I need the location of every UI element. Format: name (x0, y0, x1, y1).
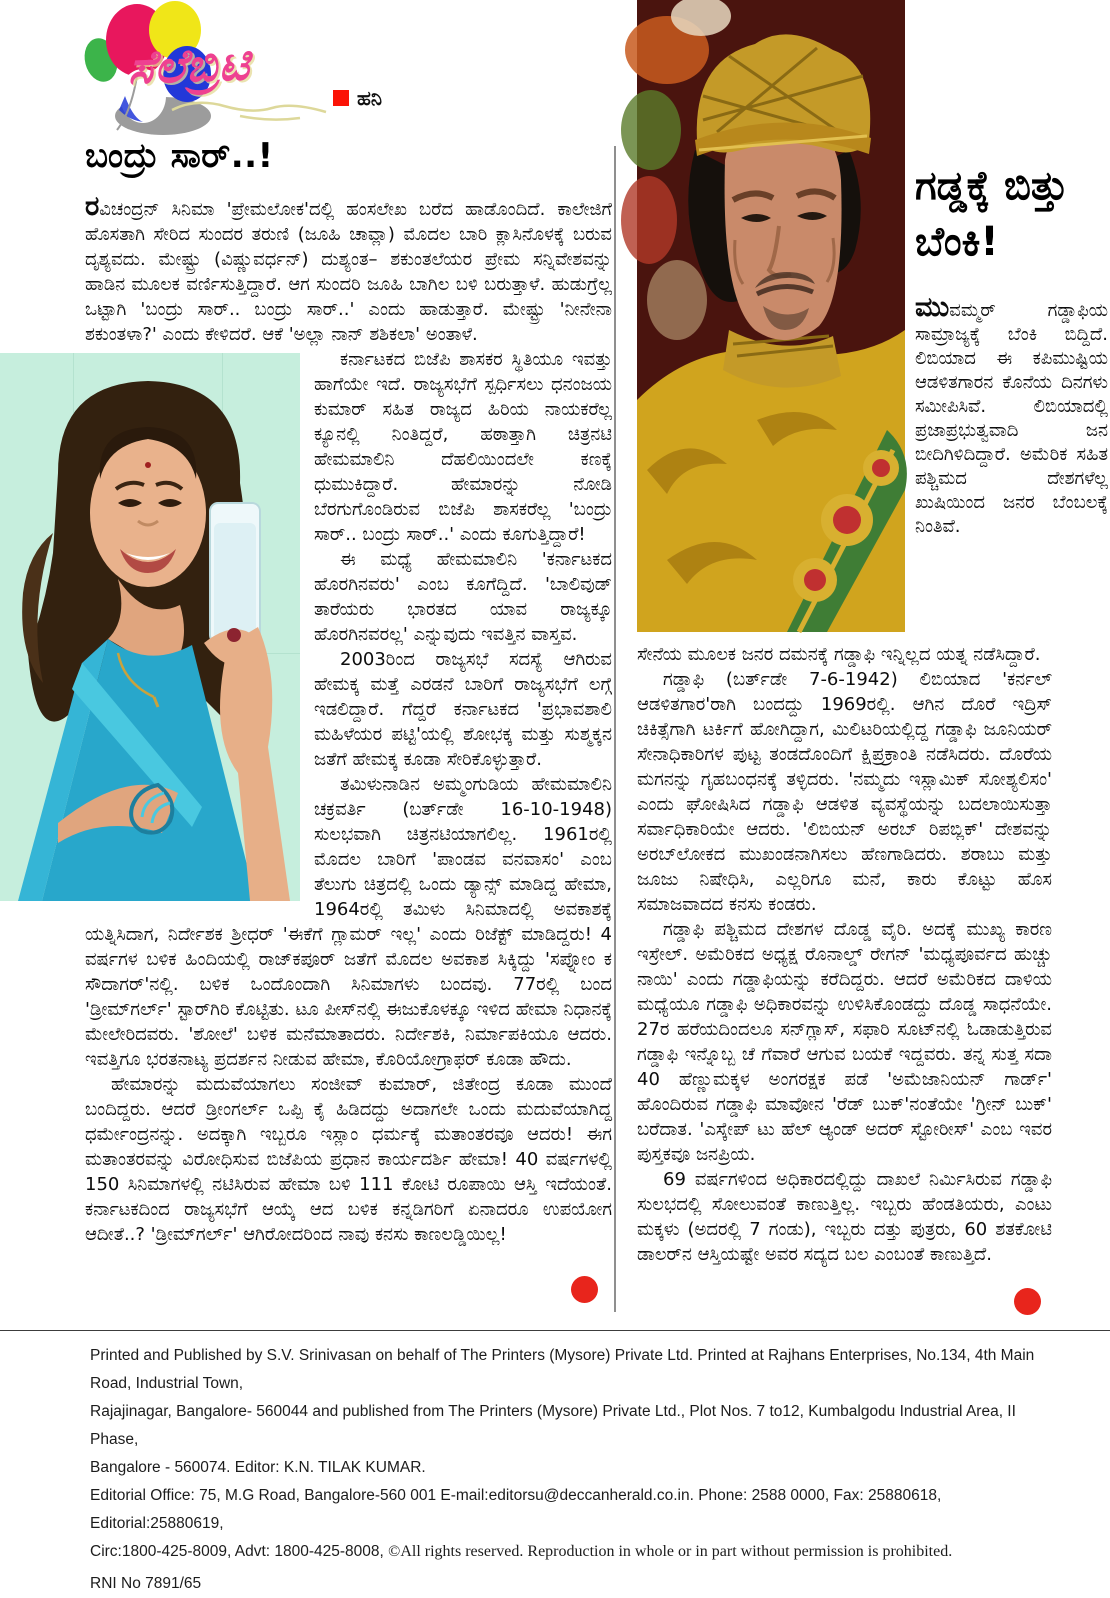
left-article-paragraph: ತಮಿಳುನಾಡಿನ ಅಮ್ಮಂಗುಡಿಯ ಹೇಮಮಾಲಿನಿ ಚಕ್ರವರ್ತಿ (ಬರ್ತ್‌ಡೇ 16-10-1948) ಸುಲಭವಾಗಿ ಚಿತ್ರನಟಿಯಾಗಲಿಲ್ಲ. 1961ರಲ್ಲಿ ಮೊದಲ ಬಾರಿಗೆ 'ಪಾಂಡವ ವನವಾಸಂ' ಎಂಬ ತೆಲುಗು ಚಿತ್ರದಲ್ಲಿ ಒಂದು ಡ್ಯಾನ್ಸ್ ಮಾಡಿದ್ದ ಹೇಮಾ, 1964ರಲ್ಲಿ ತಮಿಳು ಸಿನಿಮಾದಲ್ಲಿ ಅವಕಾಶಕ್ಕೆ ಯತ್ನಿಸಿದಾಗ, ನಿರ್ದೇಶಕ ಶ್ರೀಧರ್ 'ಈಕೆಗೆ ಗ್ಲಾಮರ್ ಇಲ್ಲ' ಎಂದು ರಿಜೆಕ್ಟ್ ಮಾಡಿದ್ದರು! 4 ವರ್ಷಗಳ ಬಳಿಕ ಹಿಂದಿಯಲ್ಲಿ ರಾಜ್‌ಕಪೂರ್ ಜತೆಗೆ ಮೊದಲ ಅವಕಾಶ ಸಿಕ್ಕಿದ್ದು 'ಸಪ್ನೋಂ ಕ ಸೌದಾಗರ್'ನಲ್ಲಿ. ಬಳಿಕ ಒಂದೊಂದಾಗಿ ಸಿನಿಮಾಗಳು ಬಂದವು. 77ರಲ್ಲಿ ಬಂದ 'ಡ್ರೀಮ್‌ಗರ್ಲ್' ಸ್ಟಾರ್‌ಗಿರಿ ಕೊಟ್ಟಿತು. ಟೂ ಪೀಸ್‌ನಲ್ಲಿ ಈಜುಕೊಳಕ್ಕೂ ಇಳಿದ ಹೇಮಾ ನಿಧಾನಕ್ಕೆ ಮೇಲೇರಿದವರು. 'ಶೋಲೆ' ಬಳಿಕ ಮನೆಮಾತಾದರು. ನಿರ್ದೇಶಕಿ, ನಿರ್ಮಾಪಕಿಯೂ ಆದರು. ಇವತ್ತಿಗೂ ಭರತನಾಟ್ಯ ಪ್ರದರ್ಶನ ನೀಡುವ ಹೇಮಾ, ಕೊರಿಯೋಗ್ರಾಫರ್ ಕೂಡಾ ಹೌದು. (85, 774, 612, 1070)
gaddafi-photo (637, 0, 905, 632)
column-divider (614, 146, 616, 1312)
right-article-intro-column (915, 158, 1108, 539)
right-article-paragraph: ಗಡ್ಡಾಫಿ (ಬರ್ತ್‌ಡೇ 7-6-1942) ಲಿಬಿಯಾದ 'ಕರ್ನಲ್ ಆಡಳಿತಗಾರ'ರಾಗಿ ಬಂದದ್ದು 1969ರಲ್ಲಿ. ಆಗಿನ ದೊರೆ ಇದ್ರಿಸ್ ಚಿಕಿತ್ಸೆಗಾಗಿ ಟರ್ಕಿಗೆ ಹೋಗಿದ್ದಾಗ, ಮಿಲಿಟರಿಯಲ್ಲಿದ್ದ ಗಡ್ಡಾಫಿ ಜೂನಿಯರ್ ಸೇನಾಧಿಕಾರಿಗಳ ಪುಟ್ಟ ತಂಡದೊಂದಿಗೆ ಕ್ಷಿಪ್ರಕ್ರಾಂತಿ ನಡೆಸಿದರು. ದೊರೆಯ ಮಗನನ್ನು ಗೃಹಬಂಧನಕ್ಕೆ ತಳ್ಳಿದರು. 'ನಮ್ಮದು ಇಸ್ಲಾಮಿಕ್ ಸೋಶ್ಯಲಿಸಂ' ಎಂದು ಘೋಷಿಸಿದ ಗಡ್ಡಾಫಿ ಆಡಳಿತ ವ್ಯವಸ್ಥೆಯನ್ನು ಬದಲಾಯಿಸುತ್ತಾ ಸರ್ವಾಧಿಕಾರಿಯೇ ಆದರು. 'ಲಿಬಿಯನ್ ಅರಬ್ ರಿಪಬ್ಲಿಕ್' ದೇಶವನ್ನು ಅರಬ್‌ಲೋಕದ ಮುಖಂಡನಾಗಿಸಲು ಹೆಣಗಾಡಿದರು. ಶರಾಬು ಮತ್ತು ಜೂಜು ನಿಷೇಧಿಸಿ, ಎಲ್ಲರಿಗೂ ಮನೆ, ಕಾರು ಕೊಟ್ಟು ಹೊಸ ಸಮಾಜವಾದದ ಕನಸು ಕಂಡರು. (637, 669, 1052, 915)
imprint-line: Editorial Office: 75, M.G Road, Bangalore-560 001 E-mail:editorsu@deccanherald.co.in. Phone: 2588 0000, Fax: 25880618, Editorial:25880619, (90, 1487, 942, 1532)
left-article-headline: ಬಂದ್ರು ಸಾರ್..! (85, 136, 274, 176)
story-end-dot-left (571, 1276, 598, 1303)
footer-rule (0, 1330, 1110, 1331)
left-article-paragraph: ಈ ಮಧ್ಯೆ ಹೇಮಮಾಲಿನಿ 'ಕರ್ನಾಟಕದ ಹೊರಗಿನವರು' ಎಂಬ ಕೂಗೆದ್ದಿದೆ. 'ಬಾಲಿವುಡ್ ತಾರೆಯರು ಭಾರತದ ಯಾವ ರಾಜ್ಯಕ್ಕೂ ಹೊರಗಿನವರಲ್ಲ' ಎನ್ನುವುದು ಇವತ್ತಿನ ವಾಸ್ತವ. (314, 549, 612, 645)
celebrity-logo-text: ಸೆಲೆಬ್ರಿಟಿ (127, 36, 250, 95)
right-article-paragraph: 69 ವರ್ಷಗಳಿಂದ ಅಧಿಕಾರದಲ್ಲಿದ್ದು ದಾಖಲೆ ನಿರ್ಮಿಸಿರುವ ಗಡ್ಡಾಫಿ ಸುಲಭದಲ್ಲಿ ಸೋಲುವಂತೆ ಕಾಣುತ್ತಿಲ್ಲ. ಇಬ್ಬರು ಹೆಂಡತಿಯರು, ಎಂಟು ಮಕ್ಕಳು (ಅದರಲ್ಲಿ 7 ಗಂಡು), ಇಬ್ಬರು ದತ್ತು ಪುತ್ರರು, 60 ಶತಕೋಟಿ ಡಾಲರ್‌ನ ಆಸ್ತಿಯಷ್ಟೇ ಅವರ ಸದ್ಯದ ಬಲ ಎಂಬಂತೆ ಕಾಣುತ್ತಿದೆ. (637, 1169, 1052, 1265)
rni-number: RNI No 7891/65 (90, 1575, 202, 1592)
imprint-line: Bangalore - 560074. Editor: K.N. TILAK KUMAR. (90, 1459, 426, 1476)
left-article-paragraph: 2003ರಿಂದ ರಾಜ್ಯಸಭೆ ಸದಸ್ಯೆ ಆಗಿರುವ ಹೇಮಕ್ಕ ಮತ್ತೆ ಎರಡನೆ ಬಾರಿಗೆ ರಾಜ್ಯಸಭೆಗೆ ಲಗ್ಗೆ ಇಡಲಿದ್ದಾರೆ. ಗೆದ್ದರೆ ಕರ್ನಾಟಕದ 'ಪ್ರಭಾವಶಾಲಿ ಮಹಿಳೆಯರ ಪಟ್ಟಿ'ಯಲ್ಲಿ ಶೋಭಕ್ಕ ಮತ್ತು ಸುಶ್ಮಕ್ಕನ ಜತೆಗೆ ಹೇಮಕ್ಕ ಕೂಡಾ ಸೇರಿಕೊಳ್ಳುತ್ತಾರೆ. (314, 649, 612, 770)
right-article-intro: ಮುವಮ್ಮರ್ ಗಡ್ಡಾಫಿಯ ಸಾಮ್ರಾಜ್ಯಕ್ಕೆ ಬೆಂಕಿ ಬಿದ್ದಿದೆ. ಲಿಬಿಯಾದ ಈ ಕಪಿಮುಷ್ಟಿಯ ಆಡಳಿತಗಾರನ ಕೊನೆಯ ದಿನಗಳು ಸಮೀಪಿಸಿವೆ. ಲಿಬಿಯಾದಲ್ಲಿ ಪ್ರಜಾಪ್ರಭುತ್ವವಾದಿ ಜನ ಬೀದಿಗಿಳಿದಿದ್ದಾರೆ. ಅಮೆರಿಕ ಸಹಿತ ಪಶ್ಚಿಮದ ದೇಶಗಳೆಲ್ಲ ಖುಷಿಯಿಂದ ಜನರ ಬೆಂಬಲಕ್ಕೆ ನಿಂತಿವೆ. (915, 292, 1108, 537)
imprint-line (90, 1538, 1055, 1566)
section-tag-label: ಹನಿ (357, 86, 382, 110)
imprint-line: Rajajinagar, Bangalore- 560044 and published from The Printers (Mysore) Private Ltd., Plot Nos. 7 to12, Kumbalgodu Industrial Area, II Phase, (90, 1403, 1016, 1448)
imprint-rights-notice: ©All rights reserved. Reproduction in whole or in part without permission is prohibited. (388, 1543, 953, 1560)
right-article-headline: ಗಡ್ಡಕ್ಕೆ ಬಿತ್ತು ಬೆಂಕಿ! (915, 163, 1069, 265)
left-article (85, 136, 612, 1314)
hema-malini-photo (0, 353, 300, 901)
right-article-paragraph: ಗಡ್ಡಾಫಿ ಪಶ್ಚಿಮದ ದೇಶಗಳ ದೊಡ್ಡ ವೈರಿ. ಅದಕ್ಕೆ ಮುಖ್ಯ ಕಾರಣ ಇಸ್ರೇಲ್. ಅಮೆರಿಕದ ಅಧ್ಯಕ್ಷ ರೊನಾಲ್ಡ್ ರೇಗನ್ 'ಮಧ್ಯಪೂರ್ವದ ಹುಚ್ಚು ನಾಯಿ' ಎಂದು ಗಡ್ಡಾಫಿಯನ್ನು ಕರೆದಿದ್ದರು. ಆದರೆ ಅಮೆರಿಕದ ದಾಳಿಯ ಮಧ್ಯೆಯೂ ಗಡ್ಡಾಫಿ ಅಧಿಕಾರವನ್ನು ಉಳಿಸಿಕೊಂಡದ್ದು ದೊಡ್ಡ ಸಾಧನೆಯೇ. 27ರ ಹರೆಯದಿಂದಲೂ ಸನ್‌ಗ್ಲಾಸ್, ಸಫಾರಿ ಸೂಟ್‌ನಲ್ಲಿ ಓಡಾಡುತ್ತಿರುವ ಗಡ್ಡಾಫಿ ಇನ್ನೊಬ್ಬ ಚೆ ಗೆವಾರೆ ಆಗುವ ಬಯಕೆ ಇದ್ದವರು. ತನ್ನ ಸುತ್ತ ಸದಾ 40 ಹೆಣ್ಣುಮಕ್ಕಳ ಅಂಗರಕ್ಷಕ ಪಡೆ 'ಅಮೆಜಾನಿಯನ್ ಗಾರ್ಡ್' ಹೊಂದಿರುವ ಗಡ್ಡಾಫಿ ಮಾವೋನ 'ರೆಡ್ ಬುಕ್'ನಂತೆಯೇ 'ಗ್ರೀನ್ ಬುಕ್' ಬರೆದಾತ. 'ಎಸ್ಕೇಪ್ ಟು ಹೆಲ್ ಆ್ಯಂಡ್ ಅದರ್ ಸ್ಟೋರೀಸ್' ಎಂಬ ಇವರ ಪುಸ್ತಕವೂ ಜನಪ್ರಿಯ. (637, 919, 1052, 1165)
red-square-icon (333, 90, 349, 106)
imprint-footer (90, 1342, 1055, 1598)
right-article-paragraph: ಸೇನೆಯ ಮೂಲಕ ಜನರ ದಮನಕ್ಕೆ ಗಡ್ಡಾಫಿ ಇನ್ನಿಲ್ಲದ ಯತ್ನ ನಡೆಸಿದ್ದಾರೆ. (637, 644, 1041, 665)
right-article-body (637, 642, 1052, 1314)
section-tag (333, 86, 382, 110)
left-article-paragraph: ಹೇಮಾರನ್ನು ಮದುವೆಯಾಗಲು ಸಂಜೀವ್ ಕುಮಾರ್, ಜಿತೇಂದ್ರ ಕೂಡಾ ಮುಂದೆ ಬಂದಿದ್ದರು. ಆದರೆ ಡ್ರೀಂಗರ್ಲ್ ಒಪ್ಪಿ ಕೈ ಹಿಡಿದದ್ದು ಅದಾಗಲೇ ಒಂದು ಮದುವೆಯಾಗಿದ್ದ ಧರ್ಮೇಂದ್ರನನ್ನು. ಅದಕ್ಕಾಗಿ ಇಬ್ಬರೂ ಇಸ್ಲಾಂ ಧರ್ಮಕ್ಕೆ ಮತಾಂತರವೂ ಆದರು! ಈಗ ಮತಾಂತರವನ್ನು ವಿರೋಧಿಸುವ ಬಿಜೆಪಿಯ ಪ್ರಧಾನ ಕಾರ್ಯದರ್ಶಿ ಹೇಮಾ! 40 ವರ್ಷಗಳಲ್ಲಿ 150 ಸಿನಿಮಾಗಳಲ್ಲಿ ನಟಿಸಿರುವ ಹೇಮಾ ಬಳಿ 111 ಕೋಟಿ ರೂಪಾಯಿ ಆಸ್ತಿ ಇದೆಯಂತೆ. ಕರ್ನಾಟಕದಿಂದ ರಾಜ್ಯಸಭೆಗೆ ಆಯ್ಕೆ ಆದ ಬಳಿಕ ಕನ್ನಡಿಗರಿಗೆ ಏನಾದರೂ ಉಪಯೋಗ ಆದೀತೆ..? 'ಡ್ರೀಮ್‌ಗರ್ಲ್' ಆಗಿರೋದರಿಂದ ನಾವು ಕನಸು ಕಾಣಲಡ್ಡಿಯಿಲ್ಲ! (85, 1074, 612, 1245)
imprint-line: Printed and Published by S.V. Srinivasan on behalf of The Printers (Mysore) Private Ltd. Printed at Rajhans Enterprises, No.134, 4th Main Road, Industrial Town, (90, 1347, 1035, 1392)
left-article-paragraph: ಕರ್ನಾಟಕದ ಬಿಜೆಪಿ ಶಾಸಕರ ಸ್ಥಿತಿಯೂ ಇವತ್ತು ಹಾಗೆಯೇ ಇದೆ. ರಾಜ್ಯಸಭೆಗೆ ಸ್ಪರ್ಧಿಸಲು ಧನಂಜಯ ಕುಮಾರ್ ಸಹಿತ ರಾಜ್ಯದ ಹಿರಿಯ ನಾಯಕರೆಲ್ಲ ಕ್ಯೂನಲ್ಲಿ ನಿಂತಿದ್ದರೆ, ಹಠಾತ್ತಾಗಿ ಚಿತ್ರನಟಿ ಹೇಮಮಾಲಿನಿ ದೆಹಲಿಯಿಂದಲೇ ಕಣಕ್ಕೆ ಧುಮುಕಿದ್ದಾರೆ. ಹೇಮಾರನ್ನು ನೋಡಿ ಬೆರಗುಗೊಂಡಿರುವ ಬಿಜೆಪಿ ಶಾಸಕರೆಲ್ಲ 'ಬಂದ್ರು ಸಾರ್.. ಬಂದ್ರು ಸಾರ್..' ಎಂದು ಕೂಗುತ್ತಿದ್ದಾರೆ! (314, 349, 612, 545)
left-article-paragraph: ರವಿಚಂದ್ರನ್ ಸಿನಿಮಾ 'ಪ್ರೇಮಲೋಕ'ದಲ್ಲಿ ಹಂಸಲೇಖ ಬರೆದ ಹಾಡೊಂದಿದೆ. ಕಾಲೇಜಿಗೆ ಹೊಸತಾಗಿ ಸೇರಿದ ಸುಂದರ ತರುಣಿ (ಜೂಹಿ ಚಾವ್ಲಾ) ಮೊದಲ ಬಾರಿ ಕ್ಲಾಸಿನೊಳಕ್ಕೆ ಬರುವ ದೃಶ್ಯವದು. ಮೇಷ್ಟ್ರು (ವಿಷ್ಣುವರ್ಧನ್) ದುಶ್ಯಂತ– ಶಕುಂತಲೆಯರ ಪ್ರೇಮ ಸನ್ನಿವೇಶವನ್ನು ಹಾಡಿನ ಮೂಲಕ ವರ್ಣಿಸುತ್ತಿದ್ದಾರೆ. ಆಗ ಸುಂದರಿ ಜೂಹಿ ಬಾಗಿಲ ಬಳಿ ಬರುತ್ತಾಳೆ. ಹುಡುಗ್ರೆಲ್ಲ ಒಟ್ಟಾಗಿ 'ಬಂದ್ರು ಸಾರ್.. ಬಂದ್ರು ಸಾರ್..' ಎಂದು ಹಾಡುತ್ತಾರೆ. ಮೇಷ್ಟ್ರು 'ನೀನೇನಾ ಶಕುಂತಳಾ?' ಎಂದು ಕೇಳಿದರೆ. ಆಕೆ 'ಅಲ್ಲಾ ನಾನ್ ಶಶಿಕಲಾ' ಅಂತಾಳೆ. (85, 191, 612, 345)
story-end-dot-right (1014, 1288, 1041, 1315)
left-article-wrap-zone (85, 347, 612, 1247)
imprint-line-contact: Circ:1800-425-8009, Advt: 1800-425-8008, (90, 1543, 389, 1560)
logo-squiggle-icon (170, 100, 330, 122)
